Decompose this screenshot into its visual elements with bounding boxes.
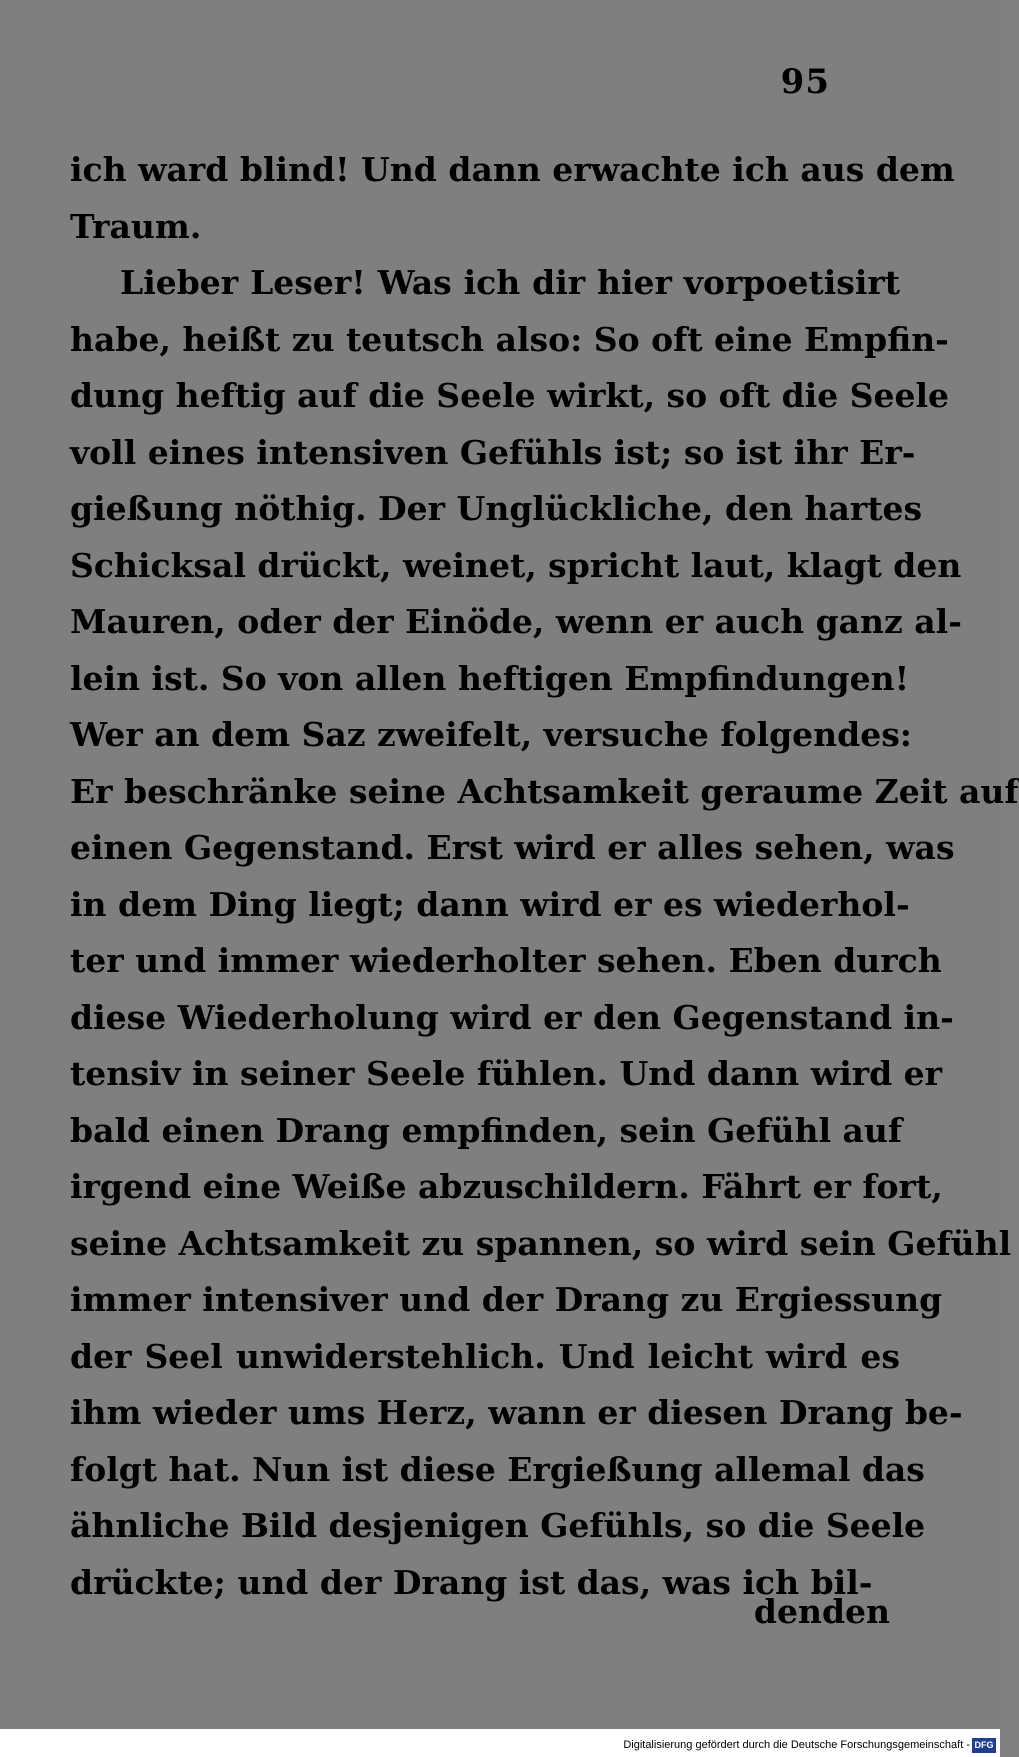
- dfg-logo-icon: DFG: [972, 1738, 996, 1753]
- text-line: Schicksal drückt, weinet, spricht laut, klagt den: [70, 545, 962, 585]
- text-line: Er beschränke seine Achtsamkeit geraume Zeit auf: [70, 771, 1019, 811]
- text-line: Lieber Leser! Was ich dir hier vorpoetisirt: [120, 263, 900, 302]
- footer-strip: [0, 1729, 1000, 1757]
- text-line: irgend eine Weiße abzuschildern. Fährt er fort,: [70, 1167, 943, 1206]
- text-line: in dem Ding liegt; dann wird er es wiederhol-: [70, 884, 910, 924]
- text-line: folgt hat. Nun ist diese Ergießung allemal das: [70, 1449, 925, 1489]
- text-line: ähnliche Bild desjenigen Gefühls, so die Seele: [70, 1506, 926, 1545]
- text-line: einen Gegenstand. Erst wird er alles sehen, was: [70, 828, 955, 867]
- text-line: dung heftig auf die Seele wirkt, so oft die Seele: [70, 376, 950, 415]
- text-line: voll eines intensiven Gefühls ist; so ist ihr Er-: [70, 432, 916, 472]
- text-line: ter und immer wiederholter sehen. Eben durch: [70, 941, 942, 980]
- text-line: diese Wiederholung wird er den Gegenstand in-: [70, 997, 954, 1037]
- text-line: habe, heißt zu teutsch also: So oft eine Empfin-: [70, 319, 949, 359]
- text-line: gießung nöthig. Der Unglückliche, den hartes: [70, 489, 923, 528]
- text-line: immer intensiver und der Drang zu Ergiessung: [70, 1280, 943, 1319]
- text-line: der Seel unwiderstehlich. Und leicht wird es: [70, 1336, 900, 1376]
- text-line: Traum.: [70, 206, 202, 246]
- catchword: denden: [753, 1592, 890, 1631]
- text-line: tensiv in seiner Seele fühlen. Und dann wird er: [70, 1054, 943, 1093]
- text-line: drückte; und der Drang ist das, was ich bil-: [70, 1562, 873, 1602]
- text-line: bald einen Drang empfinden, sein Gefühl auf: [70, 1110, 903, 1150]
- digitization-credit: Digitalisierung gefördert durch die Deutsche Forschungsgemeinschaft -: [623, 1739, 970, 1751]
- text-line: ich ward blind! Und dann erwachte ich aus dem: [70, 150, 955, 189]
- text-line: ihm wieder ums Herz, wann er diesen Drang be-: [70, 1393, 963, 1432]
- text-line: Mauren, oder der Einöde, wenn er auch ganz al-: [70, 602, 962, 641]
- text-line: seine Achtsamkeit zu spannen, so wird sein Gefühl: [70, 1223, 1012, 1263]
- page-number: 95: [780, 62, 830, 102]
- body-text: [70, 142, 1019, 1611]
- text-line: lein ist. So von allen heftigen Empfindungen!: [70, 658, 910, 698]
- text-line: Wer an dem Saz zweifelt, versuche folgendes:: [70, 715, 912, 754]
